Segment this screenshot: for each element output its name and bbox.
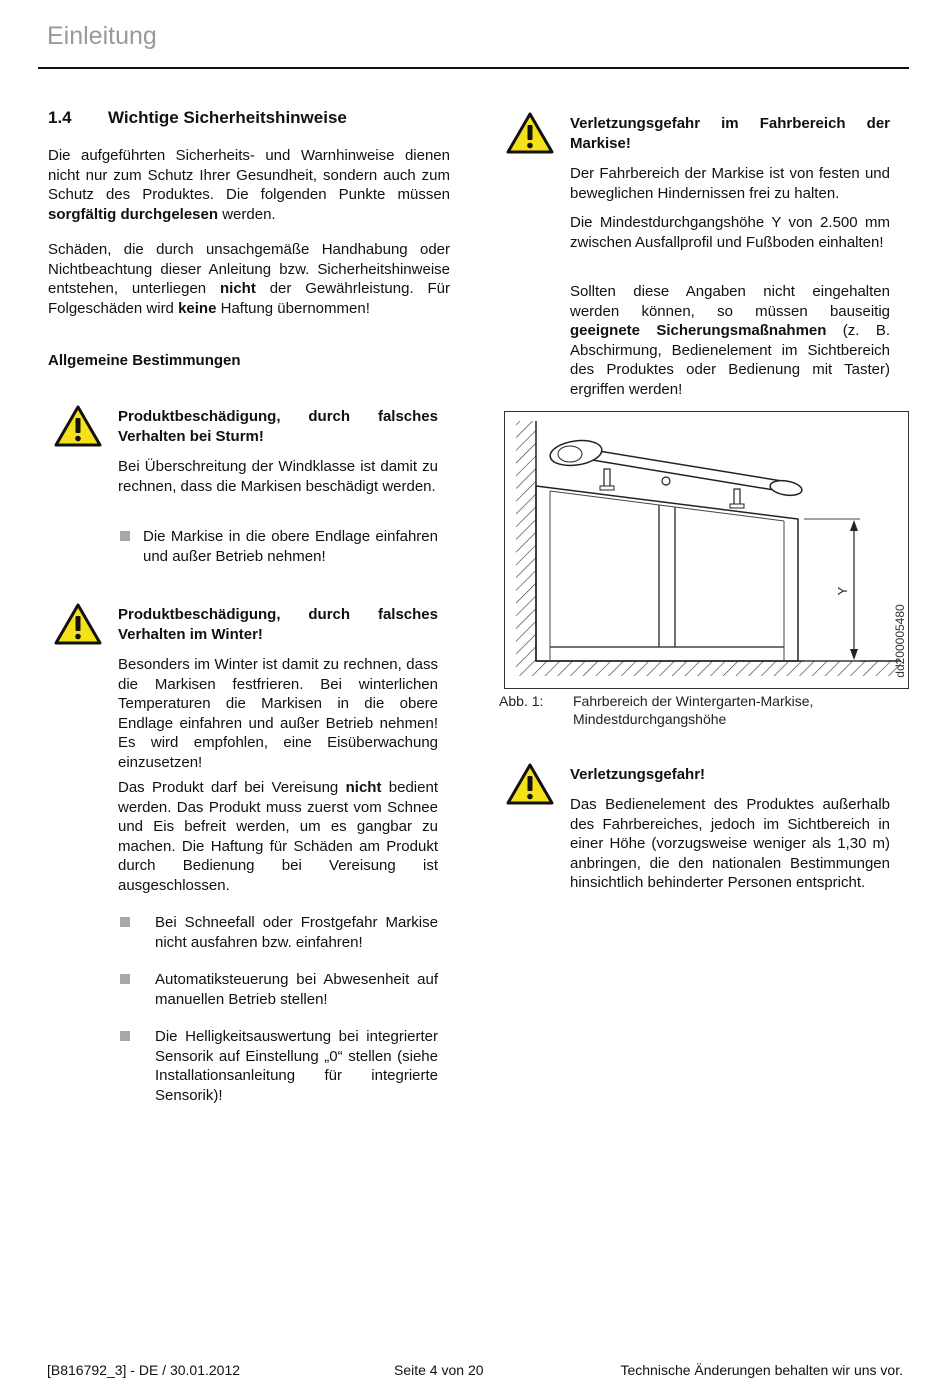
page-header-title: Einleitung: [47, 22, 157, 50]
warning-verletzung-title: Verletzungsgefahr!: [570, 766, 706, 783]
warning-triangle-icon: [506, 763, 554, 805]
warning-storm-bullet: Die Markise in die obere Endlage einfahren und außer Betrieb nehmen!: [143, 528, 438, 565]
subheading-general-rules: Allgemeine Bestimmungen: [48, 352, 241, 369]
footer-notice: Technische Änderungen behalten wir uns vor.: [620, 1362, 903, 1378]
warning-winter-bullet-1: Bei Schneefall oder Frostgefahr Markise nicht ausfahren bzw. einfahren!: [155, 914, 438, 951]
wall-hatch: [516, 421, 536, 676]
bullet-square-icon: [120, 1031, 130, 1041]
bullet-square-icon: [120, 974, 130, 984]
warning-winter-text-2: Das Produkt darf bei Vereisung nicht bedient werden. Das Produkt muss zuerst vom Schnee und Eis befreit werden, um es gangbar zu machen. Die Haftung für Schäden am Produkt durch Bedienung bei Vereisung ist ausgeschlossen.: [118, 779, 438, 894]
bullet-square-icon: [120, 531, 130, 541]
dimension-y-label: Y: [835, 586, 850, 596]
footer-document-id: [B816792_3] - DE / 30.01.2012: [47, 1362, 241, 1378]
section-title: Wichtige Sicherheitshinweise: [108, 108, 347, 127]
warning-fahrbereich-text-3: Sollten diese Angaben nicht eingehalten werden können, so müssen bauseitig geeignete Sicherungsmaßnahmen (z. B. Abschirmung, Bedienelement im Sichtbereich des Produktes oder Bedienung mit Taster) ergriffen werden!: [570, 283, 891, 398]
warning-fahrbereich-text-2: Die Mindestdurchgangshöhe Y von 2.500 mm zwischen Ausfallprofil und Fußboden einhalten!: [570, 214, 890, 251]
header-divider: [38, 67, 909, 69]
floor-hatch: [536, 661, 901, 676]
warning-triangle-icon: [54, 405, 102, 447]
awning-clearance-figure: [504, 411, 909, 689]
warning-storm-text: Bei Überschreitung der Windklasse ist damit zu rechnen, dass die Markisen beschädigt werden.: [118, 458, 438, 495]
warning-winter-bullet-3: Die Helligkeitsauswertung bei integrierter Sensorik auf Einstellung „0“ stellen (siehe Installationsanleitung für integrierte Sensorik)!: [155, 1028, 438, 1104]
drawing-id: dd200005480: [893, 604, 907, 678]
footer-page-number: Seite 4 von 20: [394, 1362, 484, 1378]
warning-winter-bullet-2: Automatiksteuerung bei Abwesenheit auf manuellen Betrieb stellen!: [155, 971, 438, 1008]
figure-caption-text: Fahrbereich der Wintergarten-Markise, Mindestdurchgangshöhe: [573, 693, 814, 727]
warning-verletzung-text: Das Bedienelement des Produktes außerhalb des Fahrbereiches, jedoch im Sichtbereich in einer Höhe (vorzugsweise weniger als 1,30 m) anbringen, die den nationalen Bestimmungen hinsichtlich behinderter Personen entspricht.: [570, 796, 890, 892]
bullet-square-icon: [120, 917, 130, 927]
warning-fahrbereich-title: Verletzungsgefahr im Fahrbereich der Markise!: [570, 115, 890, 152]
warning-triangle-icon: [54, 603, 102, 645]
warning-winter-title: Produktbeschädigung, durch falsches Verhalten im Winter!: [118, 606, 438, 643]
warning-triangle-icon: [506, 112, 554, 154]
figure-caption-label: Abb. 1:: [499, 693, 544, 709]
intro-paragraph-1: Die aufgeführten Sicherheits- und Warnhinweise dienen nicht nur zum Schutz Ihrer Gesundheit, sondern auch zum Schutz des Produktes. Die folgenden Punkte müssen sorgfältig durchgelesen werden.: [48, 147, 450, 223]
warning-storm-title: Produktbeschädigung, durch falsches Verhalten bei Sturm!: [118, 408, 438, 445]
section-number: 1.4: [48, 108, 72, 127]
intro-paragraph-2: Schäden, die durch unsachgemäße Handhabung oder Nichtbeachtung dieser Anleitung bzw. Sicherheitshinweise entstehen, unterliegen nicht der Gewährleistung. Für Folgeschäden wird keine Haftung übernommen!: [48, 241, 450, 317]
warning-fahrbereich-text-1: Der Fahrbereich der Markise ist von festen und beweglichen Hindernissen frei zu halten.: [570, 165, 890, 202]
warning-winter-text-1: Besonders im Winter ist damit zu rechnen, dass die Markisen festfrieren. Bei winterlichen Temperaturen die Markisen in die obere Endlage einfahren und außer Betrieb nehmen! Es wird empfohlen, eine Eisüberwachung einzusetzen!: [118, 656, 438, 771]
